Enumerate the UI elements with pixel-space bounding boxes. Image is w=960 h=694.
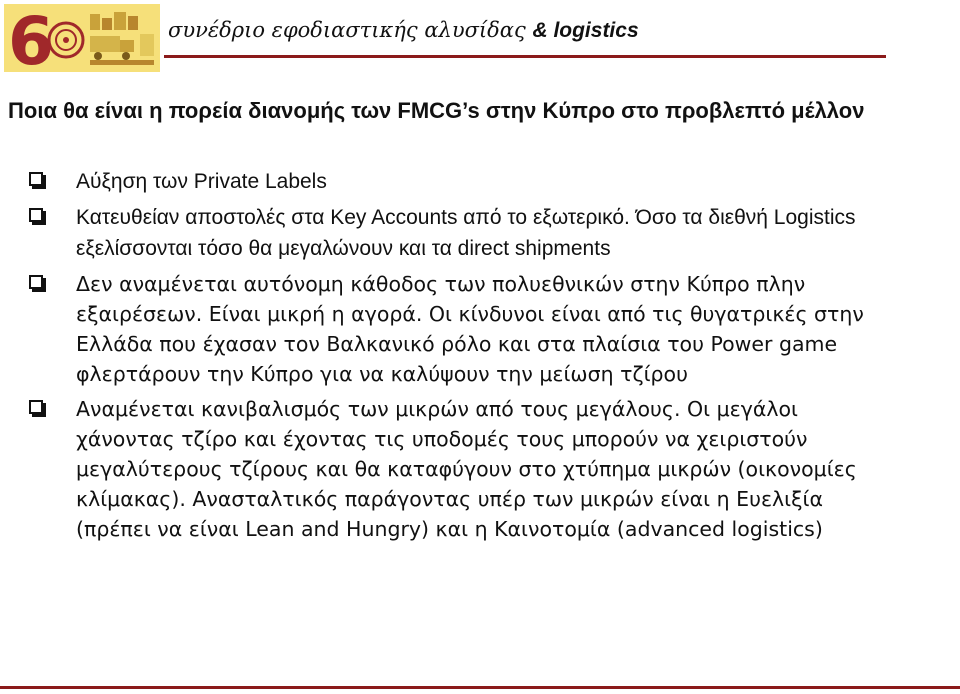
footer-divider xyxy=(0,686,960,689)
checkbox-icon xyxy=(29,172,43,186)
bullet-text: Κατευθείαν αποστολές στα Key Accounts από το εξωτερικό. Όσο τα διεθνή Logistics εξελίσσονται τόσο θα μεγαλώνουν και τα direct shipments xyxy=(76,206,856,260)
conference-logo xyxy=(4,4,160,72)
bullet-text: Δεν αναμένεται αυτόνομη κάθοδος των πολυεθνικών στην Κύπρο πλην εξαιρέσεων. Είναι μικρή η αγορά. Οι κίνδυνοι είναι από τις θυγατρικές στην Ελλάδα που έχασαν τον Βαλκανικό ρόλο και στα πλαίσια του Power game φλερτάρουν την Κύπρο για να καλύψουν την μείωση τζίρου xyxy=(76,272,864,386)
bullet-list xyxy=(0,166,960,549)
checkbox-icon xyxy=(29,275,43,289)
checkbox-icon xyxy=(29,400,43,414)
bullet-text: Αύξηση των Private Labels xyxy=(76,170,327,193)
slide-title: Ποια θα είναι η πορεία διανομής των FMCG’s στην Κύπρο στο προβλεπτό μέλλον xyxy=(8,98,865,123)
header-title-greek: συνέδριο εφοδιαστικής αλυσίδας xyxy=(168,18,526,42)
logo-number: 6 xyxy=(8,4,54,72)
bullet-item xyxy=(0,166,876,197)
header-title-english: & logistics xyxy=(532,19,639,42)
bullet-item xyxy=(0,394,876,544)
checkbox-icon xyxy=(29,208,43,222)
bullet-item xyxy=(0,202,876,264)
header-title xyxy=(168,18,639,43)
header-divider xyxy=(164,55,886,58)
bullet-item xyxy=(0,269,876,389)
conference-logo-icon xyxy=(4,4,160,72)
bullet-text: Αναμένεται κανιβαλισμός των μικρών από τους μεγάλους. Οι μεγάλοι χάνοντας τζίρο και έχοντας τις υποδομές τους μπορούν να χειριστούν μεγαλύτερους τζίρους και θα καταφύγουν στο χτύπημα μικρών (οικονομίες κλίμακας). Ανασταλτικός παράγοντας υπέρ των μικρών είναι η Ευελιξία (πρέπει να είναι Lean and Hungry) και η Καινοτομία (advanced logistics) xyxy=(76,397,857,541)
